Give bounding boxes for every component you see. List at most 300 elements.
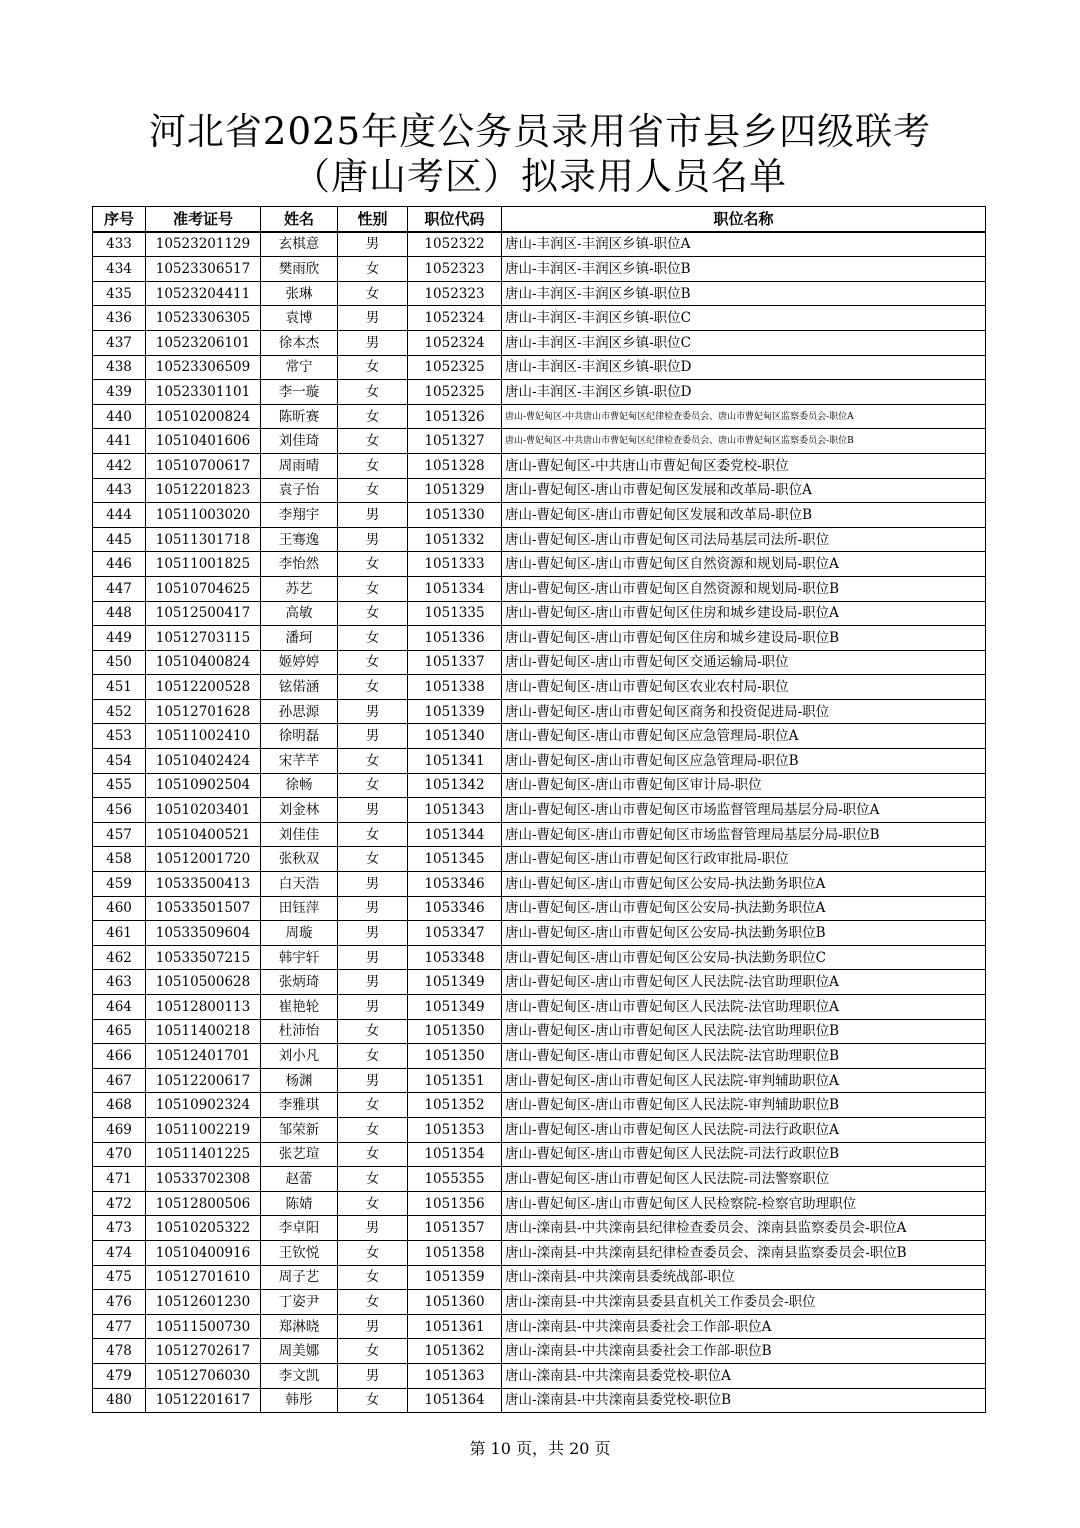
- table-row: [93, 896, 986, 921]
- cell-gender: 女: [338, 1290, 408, 1315]
- header-gender: 性别: [338, 207, 408, 232]
- table-row: [93, 995, 986, 1020]
- table-row: [93, 945, 986, 970]
- cell-name: 张艺瑄: [261, 1142, 338, 1167]
- table-row: [93, 749, 986, 774]
- table-row: [93, 404, 986, 429]
- cell-position-name: 唐山-曹妃甸区-唐山市曹妃甸区发展和改革局-职位B: [502, 503, 986, 528]
- cell-name: 韩宇轩: [261, 945, 338, 970]
- cell-seq: 469: [93, 1117, 146, 1142]
- cell-gender: 男: [338, 724, 408, 749]
- table-row: [93, 921, 986, 946]
- cell-exam-id: 10533509604: [146, 921, 261, 946]
- cell-name: 姬婷婷: [261, 650, 338, 675]
- cell-seq: 462: [93, 945, 146, 970]
- cell-position-name: 唐山-滦南县-中共滦南县委统战部-职位: [502, 1265, 986, 1290]
- cell-seq: 474: [93, 1240, 146, 1265]
- cell-seq: 442: [93, 453, 146, 478]
- cell-gender: 女: [338, 380, 408, 405]
- cell-name: 张琳: [261, 281, 338, 306]
- cell-position-code: 1051340: [408, 724, 502, 749]
- cell-name: 李卓阳: [261, 1216, 338, 1241]
- cell-position-name: 唐山-曹妃甸区-唐山市曹妃甸区自然资源和规划局-职位A: [502, 552, 986, 577]
- cell-seq: 451: [93, 675, 146, 700]
- table-row: [93, 1142, 986, 1167]
- cell-position-name: 唐山-曹妃甸区-唐山市曹妃甸区人民法院-司法行政职位A: [502, 1117, 986, 1142]
- cell-seq: 446: [93, 552, 146, 577]
- cell-position-name: 唐山-曹妃甸区-唐山市曹妃甸区市场监督管理局基层分局-职位B: [502, 822, 986, 847]
- cell-name: 李翔宇: [261, 503, 338, 528]
- cell-position-code: 1051356: [408, 1191, 502, 1216]
- cell-name: 孙思源: [261, 699, 338, 724]
- cell-gender: 女: [338, 453, 408, 478]
- cell-seq: 449: [93, 626, 146, 651]
- header-row: [93, 207, 986, 232]
- cell-position-name: 唐山-曹妃甸区-唐山市曹妃甸区公安局-执法勤务职位B: [502, 921, 986, 946]
- cell-name: 徐畅: [261, 773, 338, 798]
- cell-position-code: 1051353: [408, 1117, 502, 1142]
- cell-exam-id: 10512500417: [146, 601, 261, 626]
- cell-exam-id: 10512001720: [146, 847, 261, 872]
- cell-seq: 463: [93, 970, 146, 995]
- cell-exam-id: 10523306305: [146, 306, 261, 331]
- cell-position-code: 1051362: [408, 1339, 502, 1364]
- table-body: [93, 232, 986, 1413]
- cell-name: 徐明磊: [261, 724, 338, 749]
- table-header: [93, 207, 986, 232]
- cell-position-name: 唐山-曹妃甸区-唐山市曹妃甸区人民法院-法官助理职位A: [502, 995, 986, 1020]
- cell-name: 周雨晴: [261, 453, 338, 478]
- cell-position-code: 1051364: [408, 1388, 502, 1413]
- cell-position-name: 唐山-曹妃甸区-唐山市曹妃甸区司法局基层司法所-职位: [502, 527, 986, 552]
- cell-gender: 女: [338, 1388, 408, 1413]
- cell-exam-id: 10511400218: [146, 1019, 261, 1044]
- header-position-code: 职位代码: [408, 207, 502, 232]
- cell-position-name: 唐山-曹妃甸区-唐山市曹妃甸区住房和城乡建设局-职位A: [502, 601, 986, 626]
- cell-gender: 女: [338, 1240, 408, 1265]
- table-row: [93, 306, 986, 331]
- cell-exam-id: 10533501507: [146, 896, 261, 921]
- header-name: 姓名: [261, 207, 338, 232]
- cell-position-code: 1051336: [408, 626, 502, 651]
- cell-exam-id: 10510400824: [146, 650, 261, 675]
- cell-position-name: 唐山-曹妃甸区-中共唐山市曹妃甸区委党校-职位: [502, 453, 986, 478]
- cell-name: 铉偌涵: [261, 675, 338, 700]
- cell-seq: 453: [93, 724, 146, 749]
- cell-position-code: 1053346: [408, 896, 502, 921]
- cell-position-name: 唐山-曹妃甸区-唐山市曹妃甸区应急管理局-职位A: [502, 724, 986, 749]
- table-row: [93, 1265, 986, 1290]
- cell-position-name: 唐山-曹妃甸区-唐山市曹妃甸区行政审批局-职位: [502, 847, 986, 872]
- cell-gender: 男: [338, 921, 408, 946]
- table-row: [93, 257, 986, 282]
- table-row: [93, 232, 986, 257]
- cell-exam-id: 10510500628: [146, 970, 261, 995]
- cell-name: 丁姿尹: [261, 1290, 338, 1315]
- header-exam-id: 准考证号: [146, 207, 261, 232]
- cell-position-code: 1053347: [408, 921, 502, 946]
- cell-name: 刘金林: [261, 798, 338, 823]
- cell-exam-id: 10510402424: [146, 749, 261, 774]
- cell-seq: 444: [93, 503, 146, 528]
- cell-exam-id: 10510700617: [146, 453, 261, 478]
- cell-position-code: 1051328: [408, 453, 502, 478]
- cell-name: 陈昕赛: [261, 404, 338, 429]
- cell-exam-id: 10512706030: [146, 1363, 261, 1388]
- cell-position-name: 唐山-曹妃甸区-唐山市曹妃甸区市场监督管理局基层分局-职位A: [502, 798, 986, 823]
- table-row: [93, 1117, 986, 1142]
- table-row: [93, 453, 986, 478]
- cell-exam-id: 10511002410: [146, 724, 261, 749]
- cell-seq: 459: [93, 872, 146, 897]
- cell-seq: 475: [93, 1265, 146, 1290]
- cell-seq: 472: [93, 1191, 146, 1216]
- cell-name: 崔艳轮: [261, 995, 338, 1020]
- table-row: [93, 699, 986, 724]
- table-row: [93, 503, 986, 528]
- cell-position-code: 1051345: [408, 847, 502, 872]
- cell-gender: 女: [338, 1167, 408, 1192]
- cell-gender: 女: [338, 847, 408, 872]
- cell-gender: 女: [338, 404, 408, 429]
- cell-gender: 男: [338, 1363, 408, 1388]
- cell-exam-id: 10523201129: [146, 232, 261, 257]
- cell-exam-id: 10511001825: [146, 552, 261, 577]
- table-row: [93, 872, 986, 897]
- cell-name: 李文凯: [261, 1363, 338, 1388]
- cell-position-code: 1051339: [408, 699, 502, 724]
- cell-position-code: 1051349: [408, 995, 502, 1020]
- cell-exam-id: 10523301101: [146, 380, 261, 405]
- cell-name: 玄棋意: [261, 232, 338, 257]
- cell-name: 赵蕾: [261, 1167, 338, 1192]
- cell-seq: 460: [93, 896, 146, 921]
- cell-exam-id: 10512702617: [146, 1339, 261, 1364]
- cell-position-code: 1051332: [408, 527, 502, 552]
- cell-position-code: 1051358: [408, 1240, 502, 1265]
- cell-name: 陈婧: [261, 1191, 338, 1216]
- table-row: [93, 1044, 986, 1069]
- table-row: [93, 527, 986, 552]
- cell-name: 郑淋晓: [261, 1314, 338, 1339]
- cell-position-name: 唐山-曹妃甸区-中共唐山市曹妃甸区纪律检查委员会、唐山市曹妃甸区监察委员会-职位B: [502, 429, 986, 454]
- cell-name: 李怡然: [261, 552, 338, 577]
- cell-position-name: 唐山-曹妃甸区-唐山市曹妃甸区人民法院-法官助理职位B: [502, 1019, 986, 1044]
- cell-position-name: 唐山-丰润区-丰润区乡镇-职位D: [502, 380, 986, 405]
- cell-position-name: 唐山-滦南县-中共滦南县委党校-职位B: [502, 1388, 986, 1413]
- cell-position-name: 唐山-曹妃甸区-唐山市曹妃甸区人民法院-司法警察职位: [502, 1167, 986, 1192]
- cell-name: 周美娜: [261, 1339, 338, 1364]
- cell-exam-id: 10512200528: [146, 675, 261, 700]
- table-row: [93, 330, 986, 355]
- cell-exam-id: 10510401606: [146, 429, 261, 454]
- cell-seq: 457: [93, 822, 146, 847]
- cell-position-code: 1051357: [408, 1216, 502, 1241]
- cell-position-name: 唐山-丰润区-丰润区乡镇-职位C: [502, 306, 986, 331]
- cell-name: 徐本杰: [261, 330, 338, 355]
- cell-exam-id: 10512401701: [146, 1044, 261, 1069]
- cell-position-code: 1055355: [408, 1167, 502, 1192]
- cell-name: 常宁: [261, 355, 338, 380]
- cell-position-code: 1051361: [408, 1314, 502, 1339]
- cell-name: 潘珂: [261, 626, 338, 651]
- cell-exam-id: 10510203401: [146, 798, 261, 823]
- cell-position-code: 1051338: [408, 675, 502, 700]
- cell-exam-id: 10533500413: [146, 872, 261, 897]
- cell-gender: 女: [338, 355, 408, 380]
- cell-exam-id: 10533507215: [146, 945, 261, 970]
- cell-name: 李雅琪: [261, 1093, 338, 1118]
- cell-position-name: 唐山-曹妃甸区-唐山市曹妃甸区应急管理局-职位B: [502, 749, 986, 774]
- table-row: [93, 1314, 986, 1339]
- cell-position-name: 唐山-曹妃甸区-唐山市曹妃甸区人民检察院-检察官助理职位: [502, 1191, 986, 1216]
- cell-position-code: 1051327: [408, 429, 502, 454]
- cell-position-name: 唐山-丰润区-丰润区乡镇-职位C: [502, 330, 986, 355]
- cell-position-code: 1051350: [408, 1044, 502, 1069]
- cell-exam-id: 10510205322: [146, 1216, 261, 1241]
- cell-seq: 440: [93, 404, 146, 429]
- cell-seq: 435: [93, 281, 146, 306]
- cell-position-name: 唐山-曹妃甸区-唐山市曹妃甸区人民法院-司法行政职位B: [502, 1142, 986, 1167]
- cell-position-code: 1051360: [408, 1290, 502, 1315]
- cell-position-code: 1052324: [408, 330, 502, 355]
- cell-gender: 男: [338, 330, 408, 355]
- table-row: [93, 822, 986, 847]
- table-row: [93, 1093, 986, 1118]
- cell-seq: 470: [93, 1142, 146, 1167]
- cell-gender: 女: [338, 429, 408, 454]
- cell-exam-id: 10511301718: [146, 527, 261, 552]
- cell-seq: 452: [93, 699, 146, 724]
- cell-name: 苏艺: [261, 576, 338, 601]
- cell-gender: 女: [338, 1191, 408, 1216]
- cell-position-code: 1051329: [408, 478, 502, 503]
- cell-gender: 女: [338, 576, 408, 601]
- cell-gender: 女: [338, 257, 408, 282]
- cell-exam-id: 10510902324: [146, 1093, 261, 1118]
- cell-position-name: 唐山-曹妃甸区-唐山市曹妃甸区公安局-执法勤务职位A: [502, 896, 986, 921]
- cell-gender: 女: [338, 749, 408, 774]
- table-row: [93, 601, 986, 626]
- cell-position-name: 唐山-曹妃甸区-唐山市曹妃甸区审计局-职位: [502, 773, 986, 798]
- table-row: [93, 970, 986, 995]
- page-number: 第 10 页，共 20 页: [469, 1439, 611, 1458]
- cell-gender: 女: [338, 675, 408, 700]
- cell-seq: 476: [93, 1290, 146, 1315]
- cell-name: 高敏: [261, 601, 338, 626]
- cell-gender: 女: [338, 773, 408, 798]
- cell-exam-id: 10511500730: [146, 1314, 261, 1339]
- cell-position-code: 1051350: [408, 1019, 502, 1044]
- cell-seq: 436: [93, 306, 146, 331]
- cell-seq: 466: [93, 1044, 146, 1069]
- cell-exam-id: 10523306517: [146, 257, 261, 282]
- table-row: [93, 1290, 986, 1315]
- cell-position-name: 唐山-曹妃甸区-唐山市曹妃甸区人民法院-法官助理职位A: [502, 970, 986, 995]
- cell-position-name: 唐山-曹妃甸区-唐山市曹妃甸区人民法院-审判辅助职位A: [502, 1068, 986, 1093]
- cell-seq: 448: [93, 601, 146, 626]
- cell-exam-id: 10512201617: [146, 1388, 261, 1413]
- cell-exam-id: 10510400916: [146, 1240, 261, 1265]
- cell-seq: 465: [93, 1019, 146, 1044]
- cell-gender: 男: [338, 872, 408, 897]
- table-row: [93, 724, 986, 749]
- cell-position-code: 1051344: [408, 822, 502, 847]
- cell-name: 韩彤: [261, 1388, 338, 1413]
- cell-seq: 437: [93, 330, 146, 355]
- cell-gender: 男: [338, 995, 408, 1020]
- cell-name: 张炳琦: [261, 970, 338, 995]
- table-row: [93, 650, 986, 675]
- cell-exam-id: 10511401225: [146, 1142, 261, 1167]
- cell-exam-id: 10510200824: [146, 404, 261, 429]
- cell-position-code: 1052322: [408, 232, 502, 257]
- table-row: [93, 1216, 986, 1241]
- cell-gender: 男: [338, 945, 408, 970]
- cell-name: 杨渊: [261, 1068, 338, 1093]
- cell-gender: 女: [338, 281, 408, 306]
- cell-seq: 468: [93, 1093, 146, 1118]
- cell-gender: 女: [338, 822, 408, 847]
- document-title-line-1: 河北省2025年度公务员录用省市县乡四级联考: [148, 110, 932, 153]
- cell-position-name: 唐山-丰润区-丰润区乡镇-职位B: [502, 281, 986, 306]
- cell-exam-id: 10510400521: [146, 822, 261, 847]
- cell-gender: 女: [338, 1339, 408, 1364]
- cell-seq: 473: [93, 1216, 146, 1241]
- cell-name: 白天浩: [261, 872, 338, 897]
- cell-gender: 女: [338, 626, 408, 651]
- cell-exam-id: 10510704625: [146, 576, 261, 601]
- cell-exam-id: 10533702308: [146, 1167, 261, 1192]
- table-row: [93, 773, 986, 798]
- cell-position-code: 1052323: [408, 257, 502, 282]
- cell-name: 刘小凡: [261, 1044, 338, 1069]
- cell-exam-id: 10512701628: [146, 699, 261, 724]
- cell-position-code: 1051343: [408, 798, 502, 823]
- table-row: [93, 576, 986, 601]
- cell-name: 周璇: [261, 921, 338, 946]
- cell-name: 杜沛怡: [261, 1019, 338, 1044]
- cell-exam-id: 10511002219: [146, 1117, 261, 1142]
- cell-exam-id: 10512800113: [146, 995, 261, 1020]
- cell-gender: 女: [338, 552, 408, 577]
- cell-exam-id: 10512601230: [146, 1290, 261, 1315]
- cell-gender: 男: [338, 1314, 408, 1339]
- cell-position-name: 唐山-曹妃甸区-唐山市曹妃甸区自然资源和规划局-职位B: [502, 576, 986, 601]
- cell-seq: 450: [93, 650, 146, 675]
- cell-gender: 女: [338, 1142, 408, 1167]
- header-seq: 序号: [93, 207, 146, 232]
- table-row: [93, 552, 986, 577]
- cell-gender: 男: [338, 896, 408, 921]
- table-row: [93, 355, 986, 380]
- cell-position-name: 唐山-丰润区-丰润区乡镇-职位A: [502, 232, 986, 257]
- cell-gender: 男: [338, 1068, 408, 1093]
- table-row: [93, 1240, 986, 1265]
- table-row: [93, 429, 986, 454]
- cell-position-code: 1051359: [408, 1265, 502, 1290]
- cell-exam-id: 10523206101: [146, 330, 261, 355]
- cell-name: 袁子怡: [261, 478, 338, 503]
- cell-position-name: 唐山-曹妃甸区-唐山市曹妃甸区发展和改革局-职位A: [502, 478, 986, 503]
- cell-position-name: 唐山-曹妃甸区-唐山市曹妃甸区人民法院-法官助理职位B: [502, 1044, 986, 1069]
- cell-position-name: 唐山-滦南县-中共滦南县委社会工作部-职位B: [502, 1339, 986, 1364]
- cell-position-code: 1052323: [408, 281, 502, 306]
- cell-gender: 女: [338, 1044, 408, 1069]
- cell-position-code: 1052325: [408, 355, 502, 380]
- cell-position-code: 1052324: [408, 306, 502, 331]
- cell-seq: 455: [93, 773, 146, 798]
- cell-seq: 478: [93, 1339, 146, 1364]
- cell-seq: 441: [93, 429, 146, 454]
- cell-gender: 女: [338, 650, 408, 675]
- cell-gender: 女: [338, 1019, 408, 1044]
- cell-position-code: 1051335: [408, 601, 502, 626]
- table-row: [93, 847, 986, 872]
- cell-gender: 男: [338, 1216, 408, 1241]
- cell-position-name: 唐山-曹妃甸区-唐山市曹妃甸区交通运输局-职位: [502, 650, 986, 675]
- table-row: [93, 1191, 986, 1216]
- cell-gender: 男: [338, 527, 408, 552]
- cell-exam-id: 10512701610: [146, 1265, 261, 1290]
- cell-position-name: 唐山-滦南县-中共滦南县委社会工作部-职位A: [502, 1314, 986, 1339]
- cell-gender: 女: [338, 601, 408, 626]
- cell-position-name: 唐山-曹妃甸区-唐山市曹妃甸区农业农村局-职位: [502, 675, 986, 700]
- cell-position-code: 1051352: [408, 1093, 502, 1118]
- table-row: [93, 1339, 986, 1364]
- cell-position-code: 1051351: [408, 1068, 502, 1093]
- cell-position-name: 唐山-丰润区-丰润区乡镇-职位D: [502, 355, 986, 380]
- cell-exam-id: 10512703115: [146, 626, 261, 651]
- cell-seq: 447: [93, 576, 146, 601]
- cell-seq: 443: [93, 478, 146, 503]
- cell-name: 樊雨欣: [261, 257, 338, 282]
- cell-position-name: 唐山-滦南县-中共滦南县委县直机关工作委员会-职位: [502, 1290, 986, 1315]
- document-title-line-2: （唐山考区）拟录用人员名单: [293, 155, 787, 198]
- cell-position-code: 1051349: [408, 970, 502, 995]
- cell-exam-id: 10511003020: [146, 503, 261, 528]
- cell-seq: 464: [93, 995, 146, 1020]
- cell-gender: 男: [338, 306, 408, 331]
- cell-seq: 477: [93, 1314, 146, 1339]
- cell-seq: 458: [93, 847, 146, 872]
- cell-position-code: 1051326: [408, 404, 502, 429]
- cell-seq: 438: [93, 355, 146, 380]
- cell-name: 田钰萍: [261, 896, 338, 921]
- cell-position-name: 唐山-曹妃甸区-中共唐山市曹妃甸区纪律检查委员会、唐山市曹妃甸区监察委员会-职位A: [502, 404, 986, 429]
- cell-name: 袁博: [261, 306, 338, 331]
- cell-gender: 男: [338, 798, 408, 823]
- cell-exam-id: 10510902504: [146, 773, 261, 798]
- table-row: [93, 1363, 986, 1388]
- table-row: [93, 1388, 986, 1413]
- table-row: [93, 281, 986, 306]
- cell-position-code: 1051341: [408, 749, 502, 774]
- cell-exam-id: 10512800506: [146, 1191, 261, 1216]
- table-row: [93, 675, 986, 700]
- table-row: [93, 478, 986, 503]
- cell-position-code: 1053346: [408, 872, 502, 897]
- table-row: [93, 798, 986, 823]
- cell-seq: 461: [93, 921, 146, 946]
- cell-position-code: 1051333: [408, 552, 502, 577]
- cell-name: 王钦悦: [261, 1240, 338, 1265]
- cell-name: 刘佳佳: [261, 822, 338, 847]
- cell-position-name: 唐山-丰润区-丰润区乡镇-职位B: [502, 257, 986, 282]
- cell-seq: 439: [93, 380, 146, 405]
- cell-position-code: 1051363: [408, 1363, 502, 1388]
- cell-position-name: 唐山-滦南县-中共滦南县纪律检查委员会、滦南县监察委员会-职位A: [502, 1216, 986, 1241]
